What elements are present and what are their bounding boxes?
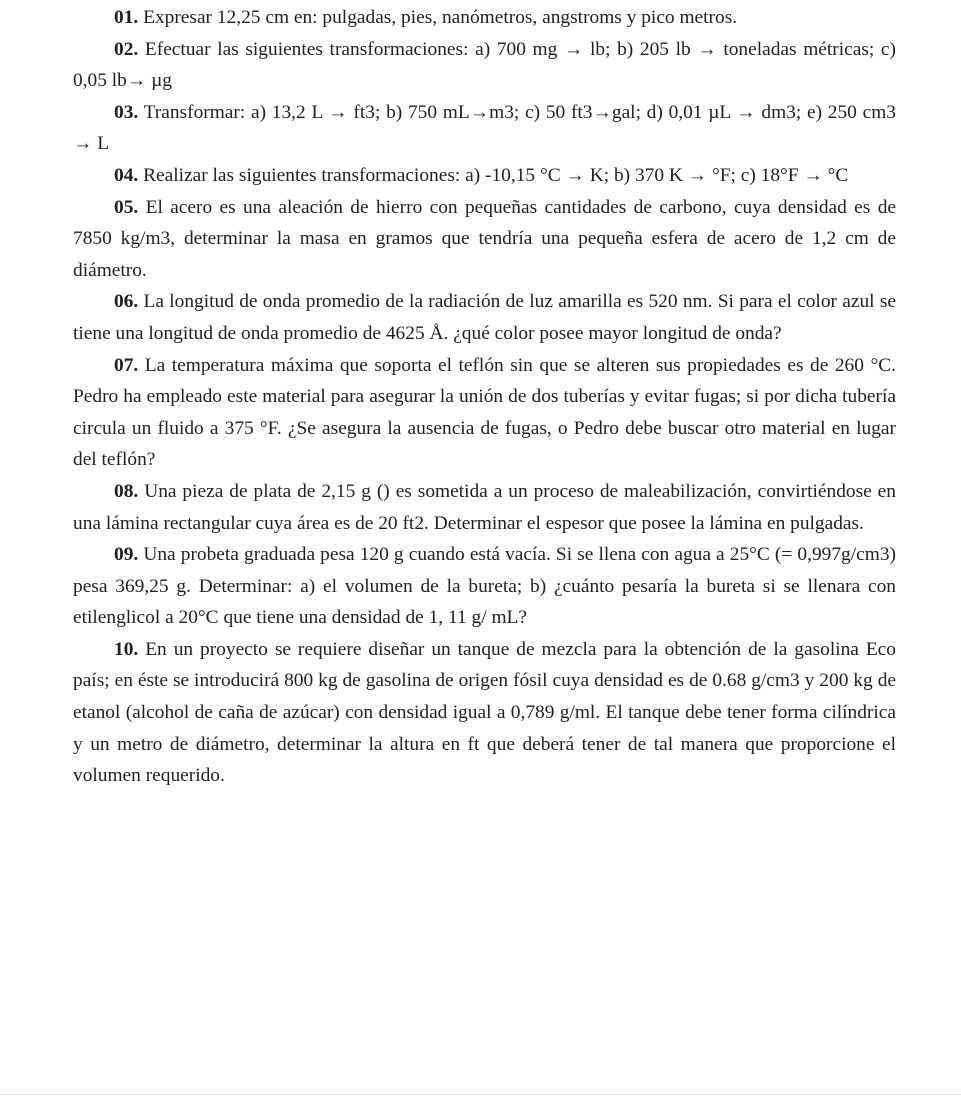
problem-number: 03. (114, 101, 139, 123)
problem-text: La temperatura máxima que soporta el teflón sin que se alteren sus propiedades es de 260 °C. Pedro ha empleado este material para asegurar la unión de dos tuberías y evitar fugas; si por dicha tubería circula un fluido a 375 °F. ¿Se asegura la ausencia de fugas, o Pedro debe buscar otro material en lugar del teflón? (73, 354, 896, 471)
problem-number: 01. (114, 7, 139, 28)
problem-text: En un proyecto se requiere diseñar un tanque de mezcla para la obtención de la gasolina Eco país; en éste se introducirá 800 kg de gasolina de origen fósil cuya densidad es de 0.68 g/cm3 y 200 kg de etanol (alcohol de caña de azúcar) con densidad igual a 0,789 g/ml. El tanque debe tener forma cilíndrica y un metro de diámetro, determinar la altura en ft que deberá tener de tal manera que proporcione el volumen requerido. (73, 638, 896, 787)
problem-number: 06. (114, 291, 139, 313)
problem-number: 04. (114, 164, 139, 186)
problem-10 (73, 634, 896, 792)
problem-05 (73, 192, 896, 287)
problem-02 (73, 34, 896, 97)
problem-04 (73, 160, 896, 192)
problem-number: 05. (114, 196, 139, 218)
problem-number: 07. (114, 354, 139, 376)
problem-03 (73, 97, 896, 160)
problem-01 (73, 2, 896, 34)
problem-text: Una probeta graduada pesa 120 g cuando está vacía. Si se llena con agua a 25°C (= 0,997g/cm3) pesa 369,25 g. Determinar: a) el volumen de la bureta; b) ¿cuánto pesaría la bureta si se llenara con etilenglicol a 20°C que tiene una densidad de 1, 11 g/ mL? (73, 544, 896, 629)
problem-09 (73, 539, 896, 634)
problem-text: Efectuar las siguientes transformaciones: a) 700 mg → lb; b) 205 lb → toneladas métricas; c) 0,05 lb→ µg (73, 38, 896, 92)
problem-number: 02. (114, 38, 139, 60)
problem-number: 08. (114, 480, 139, 502)
problem-text: Una pieza de plata de 2,15 g () es sometida a un proceso de maleabilización, convirtiéndose en una lámina rectangular cuya área es de 20 ft2. Determinar el espesor que posee la lámina en pulgadas. (73, 480, 896, 534)
exercise-list (73, 2, 896, 792)
problem-06 (73, 286, 896, 349)
problem-text: Transformar: a) 13,2 L → ft3; b) 750 mL→m3; c) 50 ft3→gal; d) 0,01 µL → dm3; e) 250 cm3 → L (73, 101, 896, 155)
problem-08 (73, 476, 896, 539)
problem-text: El acero es una aleación de hierro con pequeñas cantidades de carbono, cuya densidad es de 7850 kg/m3, determinar la masa en gramos que tendría una pequeña esfera de acero de 1,2 cm de diámetro. (73, 196, 896, 281)
problem-number: 10. (114, 638, 139, 660)
problem-text: Realizar las siguientes transformaciones: a) -10,15 °C → K; b) 370 K → °F; c) 18°F → °C (143, 164, 849, 186)
problem-number: 09. (114, 544, 139, 566)
problem-07 (73, 350, 896, 476)
page-edge-divider (0, 1094, 961, 1095)
problem-text: Expresar 12,25 cm en: pulgadas, pies, nanómetros, angstroms y pico metros. (143, 7, 738, 28)
problem-text: La longitud de onda promedio de la radiación de luz amarilla es 520 nm. Si para el color azul se tiene una longitud de onda promedio de 4625 Å. ¿qué color posee mayor longitud de onda? (73, 291, 896, 344)
